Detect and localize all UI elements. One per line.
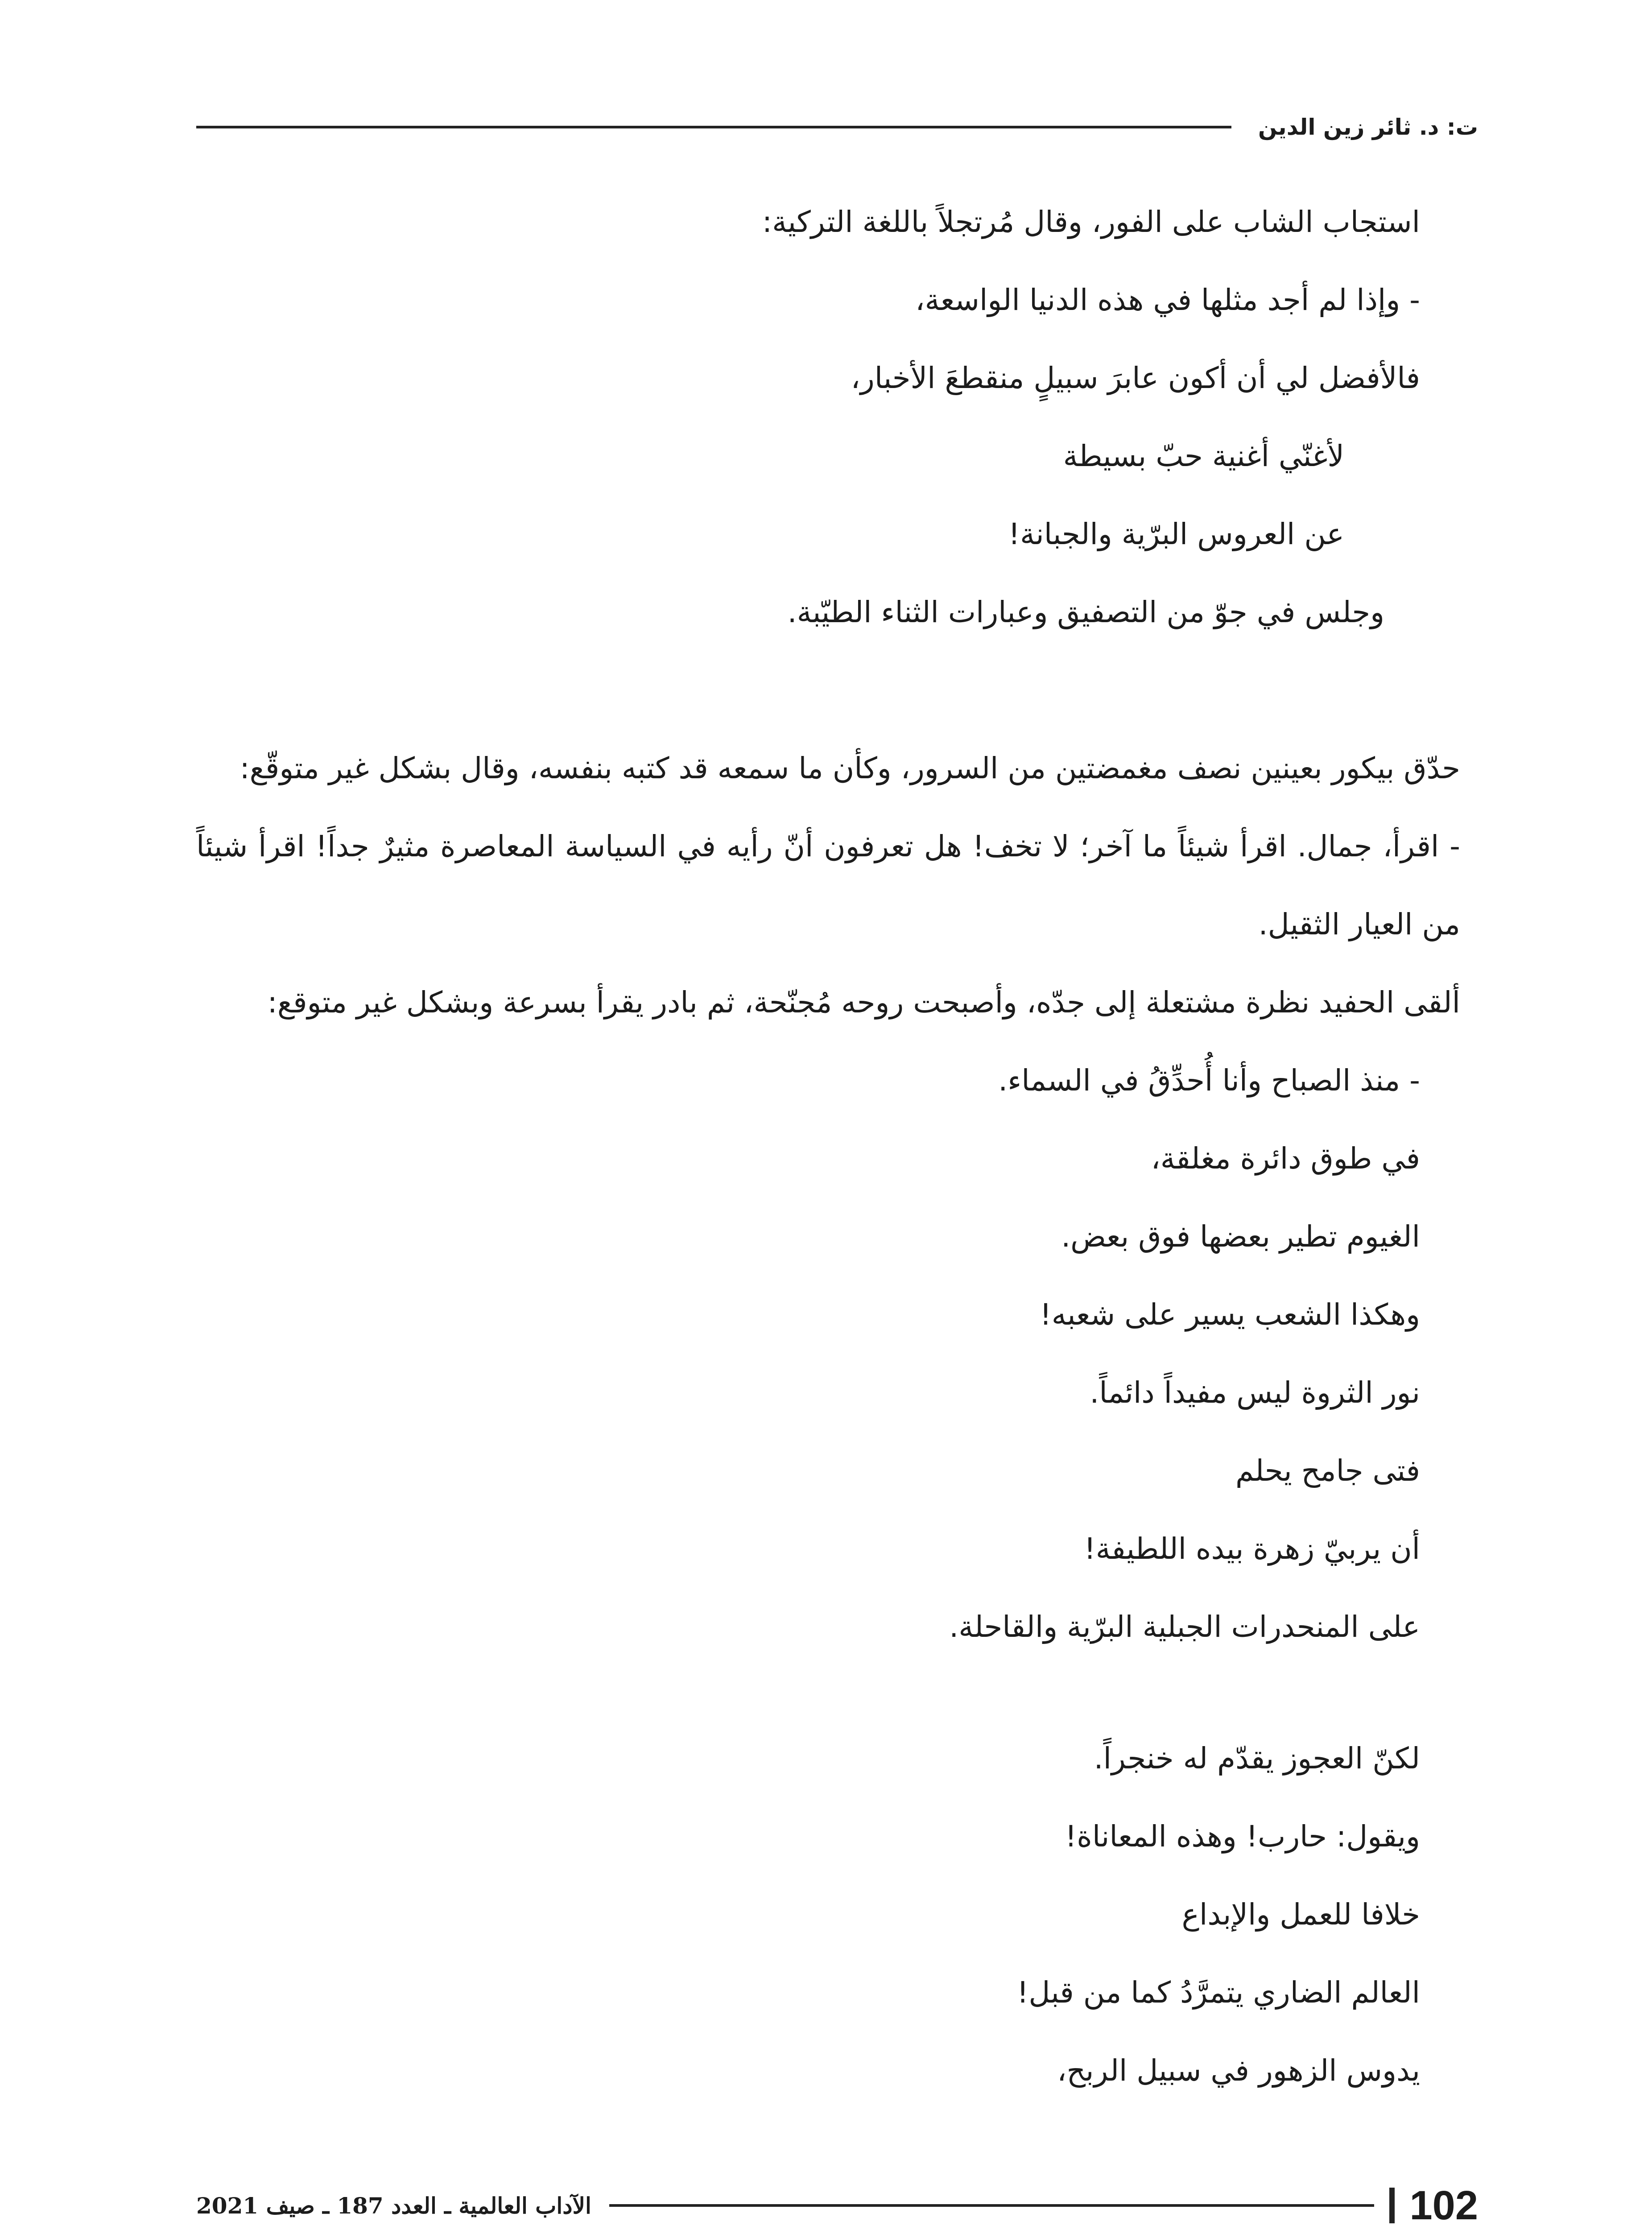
poem-line: وهكذا الشعب يسير على شعبه! xyxy=(1040,1297,1420,1332)
poem-line: لكنّ العجوز يقدّم له خنجراً. xyxy=(1094,1741,1420,1776)
page-number-divider xyxy=(1389,2188,1395,2223)
page-number: 102 xyxy=(1409,2182,1478,2228)
poem-line: لأغنّي أغنية حبّ بسيطة xyxy=(1063,439,1344,473)
poem-line: فتى جامح يحلم xyxy=(1235,1454,1420,1488)
journal-issue: الآداب العالمية ـ العدد 187 ـ صيف 2021 xyxy=(196,2192,591,2219)
stanza-gap xyxy=(196,1666,1420,1719)
poem-line: في طوق دائرة مغلقة، xyxy=(1151,1141,1420,1176)
text-line: استجاب الشاب على الفور، وقال مُرتجلاً باللغة التركية: xyxy=(762,205,1420,239)
text-line: - وإذا لم أجد مثلها في هذه الدنيا الواسعة، xyxy=(915,283,1420,317)
poem-line: على المنحدرات الجبلية البرّية والقاحلة. xyxy=(949,1610,1420,1644)
poem-line: يدوس الزهور في سبيل الربح، xyxy=(1057,2053,1420,2088)
poem-line: خلافا للعمل والإبداع xyxy=(1181,1897,1420,1932)
poem-line: أن يربيّ زهرة بيده اللطيفة! xyxy=(1084,1532,1420,1566)
poem-line: - منذ الصباح وأنا أُحدِّقُ في السماء. xyxy=(998,1063,1420,1098)
poem-line: نور الثروة ليس مفيداً دائماً. xyxy=(1090,1375,1420,1410)
paragraph: - اقرأ، جمال. اقرأ شيئاً ما آخر؛ لا تخف! هل تعرفون أنّ رأيه في السياسة المعاصرة مثيرٌ جداً! اقرأ شيئاً من العيار الثقيل. xyxy=(196,829,1460,942)
running-header xyxy=(196,107,1478,147)
header-rule xyxy=(196,126,1231,128)
text-line: فالأفضل لي أن أكون عابرَ سبيلٍ منقطعَ الأخبار، xyxy=(851,361,1420,395)
article-body xyxy=(196,183,1460,2110)
translator-name: ت: د. ثائر زين الدين xyxy=(1258,114,1478,140)
poem-line: الغيوم تطير بعضها فوق بعض. xyxy=(1061,1219,1420,1254)
poem-line: العالم الضاري يتمرَّدُ كما من قبل! xyxy=(1016,1975,1420,2010)
page-footer xyxy=(196,2181,1478,2230)
poem-line: عن العروس البرّية والجبانة! xyxy=(1008,517,1344,551)
paragraph: ألقى الحفيد نظرة مشتعلة إلى جدّه، وأصبحت روحه مُجنّحة، ثم بادر يقرأ بسرعة وبشكل غير متوقع: xyxy=(267,985,1460,1020)
text-line: وجلس في جوّ من التصفيق وعبارات الثناء الطيّبة. xyxy=(787,595,1384,629)
footer-rule xyxy=(609,2204,1374,2207)
paragraph: حدّق بيكور بعينين نصف مغمضتين من السرور، وكأن ما سمعه قد كتبه بنفسه، وقال بشكل غير متوقّع: xyxy=(240,751,1460,785)
paragraph-gap xyxy=(196,651,1420,729)
poem-line: ويقول: حارب! وهذه المعاناة! xyxy=(1065,1819,1420,1854)
